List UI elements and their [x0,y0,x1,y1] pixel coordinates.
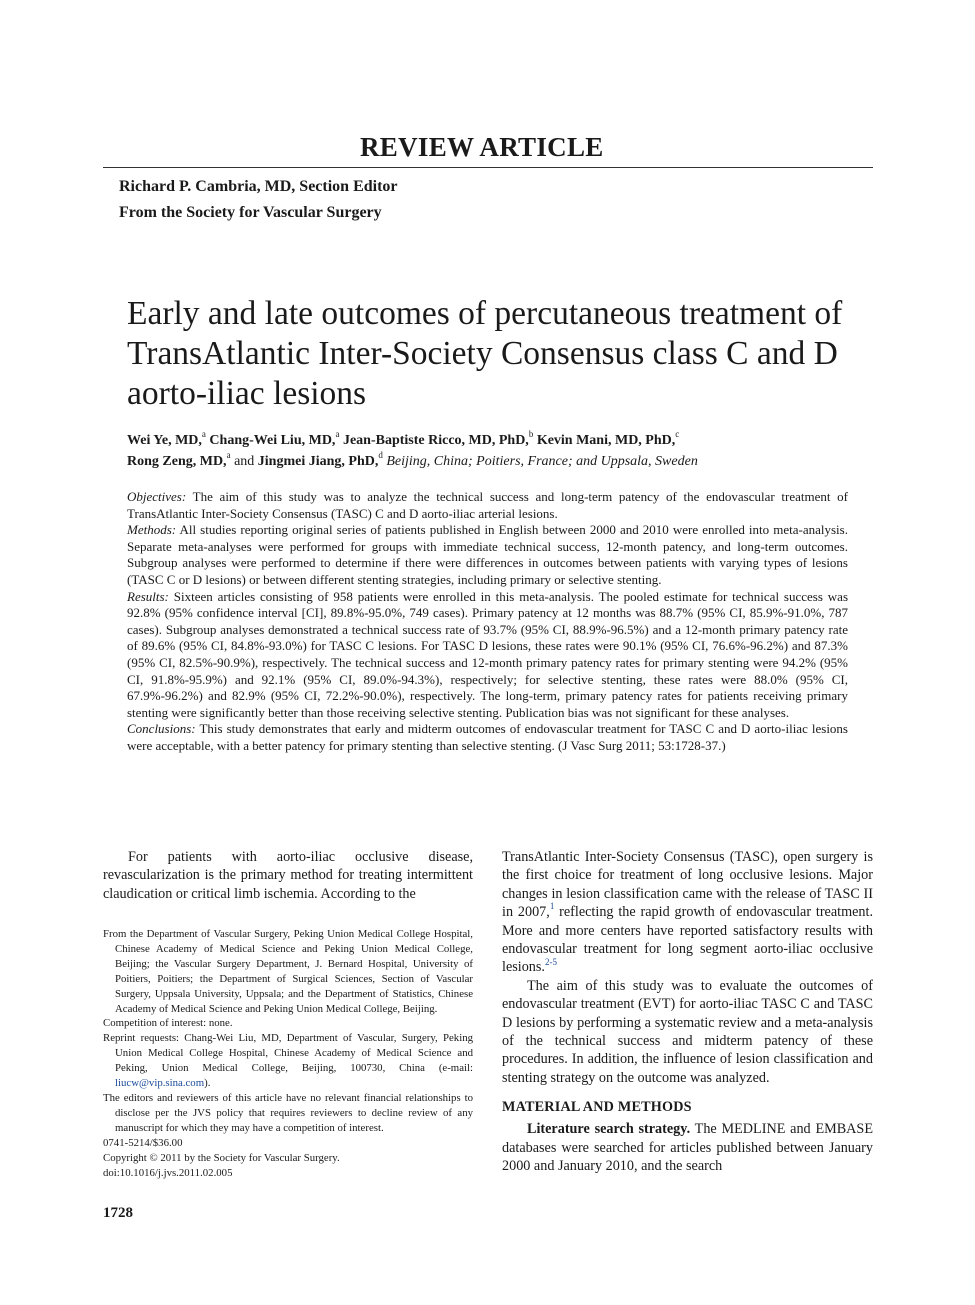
abstract-conclusions [127,721,848,754]
author-name: Rong Zeng, MD, [127,454,227,469]
abstract [127,489,848,755]
society-line: From the Society for Vascular Surgery [119,204,382,221]
abstract-objectives-head: Objectives: [127,489,187,504]
abstract-conclusions-head: Conclusions: [127,721,196,737]
section-heading: MATERIAL AND METHODS [502,1099,692,1116]
footnotes [103,927,473,1180]
abstract-methods-text: All studies reporting original series of patients published in English between 2000 and 2010 were enrolled into meta-analysis. Separate meta-analyses were performed for groups with immediate technical success, 12-month patency, and long-term outcomes. Subgroup analyses were performed to determine if there were differences in outcomes between patients with varying types of lesions (TASC C or D lesions) or between different stenting strategies, including primary or selective stenting. [127,522,848,587]
and-word: and [234,454,255,469]
conflict-note: Competition of interest: none. [103,1017,233,1030]
subheading: Literature search strategy. [527,1121,691,1138]
reference-link[interactable]: 1 [549,901,555,912]
body-text-span: TransAtlantic Inter-Society Consensus (TASC), open surgery is the first choice for treatment of long occlusive lesions. Major changes in lesion classification came with the release of TASC II in 2007, [502,849,873,921]
author-name: Kevin Mani, MD, PhD, [536,433,676,448]
issn: 0741-5214/$36.00 [103,1136,183,1149]
abstract-methods-head: Methods: [127,522,177,538]
abstract-objectives-text: The aim of this study was to analyze the technical success and long-term patency of the endovascular treatment of TransAtlantic Inter-Society Consensus (TASC) C and D aorto-iliac arterial lesions. [127,489,848,521]
affiliations-note: From the Department of Vascular Surgery, Peking Union Medical College Hospital, Chinese Academy of Medical Science and Peking Union Medical College, Beijing; the Vascular Surgery Department, J. Bernard Hospital, University of Poitiers, Poitiers; the Department of Surgical Sciences, Section of Vascular Surgery, Uppsala University, Uppsala; and the Department of Statistics, Chinese Academy of Medical Science and Peking Union Medical College, Beijing. [103,928,473,1015]
email-link[interactable]: liucw@vip.sina.com [115,1077,205,1090]
affiliation-mark: a [335,429,340,440]
reprint-end: ). [204,1077,211,1090]
search-paragraph [502,1120,873,1175]
header-rule [103,167,873,168]
copyright: Copyright © 2011 by the Society for Vascular Surgery. [103,1151,340,1164]
left-column [103,848,473,903]
section-label: REVIEW ARTICLE [360,132,604,162]
body-text-span: reflecting the rapid growth of endovascular treatment. More and more centers have reported satisfactory results with endovascular treatment for long segment aorto-iliac occlusive lesions. [502,904,874,976]
right-column [502,848,873,1176]
intro-paragraph: For patients with aorto-iliac occlusive disease, revascularization is the primary method for treating intermittent claudication or critical limb ischemia. According to the [103,849,473,902]
search-text: The MEDLINE and EMBASE databases were searched for articles published between January 2000 and January 2010, and the search [502,1121,873,1175]
section-editor: Richard P. Cambria, MD, Section Editor [119,178,398,195]
reference-link[interactable]: 2-5 [544,956,557,967]
affiliation-mark: d [378,450,383,461]
affiliation-mark: c [675,429,680,440]
aim-paragraph: The aim of this study was to evaluate the outcomes of endovascular treatment (EVT) for aorto-iliac TASC C and TASC D lesions by performing a systematic review and a meta-analysis of the technical success and midterm patency of these procedures. In addition, the influence of lesion classification and stenting strategy on the outcome was analyzed. [502,977,873,1086]
author-name: Jingmei Jiang, PhD, [257,454,379,469]
reprint-text: Reprint requests: Chang-Wei Liu, MD, Department of Vascular, Surgery, Peking Union Medical College Hospital, Chinese Academy of Medical Science and Peking, Union Medical College, Beijing, 100730, China (e-mail: [103,1032,473,1075]
abstract-results-head: Results: [127,588,169,604]
body-paragraph [502,848,873,977]
abstract-objectives [127,489,848,522]
page-number: 1728 [103,1205,133,1221]
affiliation-mark: a [201,429,206,440]
author-list [127,430,887,472]
author-name: Wei Ye, MD, [127,433,202,448]
editors-note: The editors and reviewers of this article have no relevant financial relationships to disclose per the JVS policy that requires reviewers to decline review of any manuscript for which they may have a competition of interest. [103,1091,473,1134]
abstract-methods [127,522,848,588]
affiliation-mark: b [528,429,534,440]
affiliation-mark: a [226,450,231,461]
doi[interactable]: doi:10.1016/j.jvs.2011.02.005 [103,1166,233,1179]
abstract-results-text: Sixteen articles consisting of 958 patients were enrolled in this meta-analysis. The pooled estimate for technical success was 92.8% (95% confidence interval [CI], 89.8%-95.0%, 749 cases). Primary patency at 12 months was 88.7% (95% CI, 85.9%-91.0%, 787 cases). Subgroup analyses demonstrated a technical success rate of 93.7% (95% CI, 88.9%-96.5%) and a 12-month primary patency rate of 89.6% (95% CI, 84.8%-93.0%) for TASC C lesions. For TASC D lesions, these rates were 90.1% (95% CI, 76.6%-96.2%) and 87.3% (95% CI, 82.5%-90.9%), respectively. The technical success and 12-month primary patency rates for primary stenting were 94.2% (95% CI, 91.8%-95.9%) and 92.1% (95% CI, 89.0%-94.3%), respectively; for selective stenting, these rates were 88.0% (95% CI, 67.9%-96.2%) and 82.9% (95% CI, 72.2%-90.0%), respectively. The long-term, primary patency rates for patients receiving primary stenting were significantly better than those receiving selective stenting. Publication bias was not significant for these analyses. [127,588,849,720]
abstract-conclusions-text: This study demonstrates that early and midterm outcomes of endovascular treatment for TASC C and D aorto-iliac lesions were acceptable, with a better patency for primary stenting than selective stenting. [127,721,848,753]
journal-citation: (J Vasc Surg 2011; 53:1728-37.) [558,737,726,753]
author-name: Jean-Baptiste Ricco, MD, PhD, [342,433,529,448]
reprint-note [103,1031,473,1091]
article-title: Early and late outcomes of percutaneous treatment of TransAtlantic Inter-Society Consensus class C and D aorto-iliac lesions [127,295,843,412]
abstract-results [127,589,848,722]
author-name: Chang-Wei Liu, MD, [209,433,336,448]
author-locations: Beijing, China; Poitiers, France; and Uppsala, Sweden [386,454,698,469]
